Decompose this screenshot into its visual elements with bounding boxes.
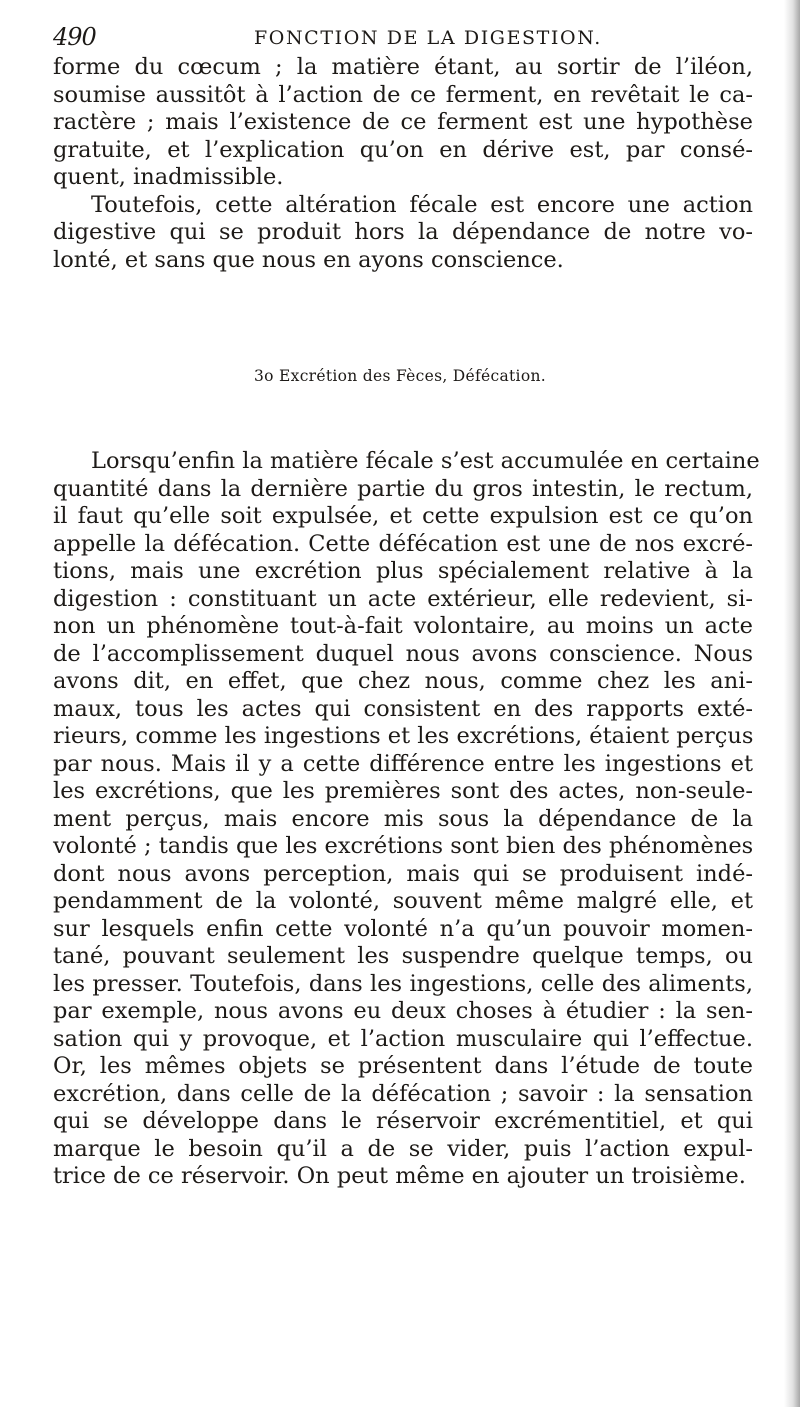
text-line: il faut qu’elle soit expulsée, et cette expulsion est ce qu’on (53, 503, 753, 529)
text-block-upper (53, 54, 753, 274)
text-line: digestion : constituant un acte extérieur, elle redevient, si- (53, 585, 753, 612)
text-line: lonté, et sans que nous en ayons conscience. (53, 246, 564, 273)
text-line: avons dit, en effet, que chez nous, comme chez les ani- (53, 668, 753, 694)
text-line: Lorsqu’enfin la matière fécale s’est accumulée en certaine (91, 448, 760, 474)
text-line: les presser. Toutefois, dans les ingestions, celle des aliments, (53, 970, 753, 997)
paragraph-3 (53, 448, 760, 1191)
text-line: soumise aussitôt à l’action de ce ferment, en revêtait le ca- (53, 81, 753, 108)
text-line: qui se développe dans le réservoir excrémentitiel, et qui (53, 1108, 753, 1134)
text-line: excrétion, dans celle de la défécation ; savoir : la sensation (53, 1080, 753, 1107)
running-head (53, 22, 753, 52)
text-line: par nous. Mais il y a cette différence entre les ingestions et (53, 750, 753, 777)
text-line: forme du cœcum ; la matière étant, au sortir de l’iléon, (53, 54, 753, 80)
running-title: FONCTION DE LA DIGESTION. (254, 27, 602, 49)
text-line: quantité dans la dernière partie du gros intestin, le rectum, (53, 475, 753, 502)
text-line: tions, mais une excrétion plus spécialement relative à la (53, 558, 753, 584)
text-line: sur lesquels enfin cette volonté n’a qu’un pouvoir momen- (53, 915, 753, 942)
text-line: gratuite, et l’explication qu’on en dérive est, par consé- (53, 136, 753, 163)
text-line: trice de ce réservoir. On peut même en ajouter un troisième. (53, 1163, 746, 1189)
text-line: ment perçus, mais encore mis sous la dépendance de la (53, 805, 753, 832)
text-line: sation qui y provoque, et l’action musculaire qui l’effectue. (53, 1025, 753, 1052)
paragraph-2 (53, 192, 753, 275)
text-line: marque le besoin qu’il a de se vider, puis l’action expul- (53, 1135, 753, 1162)
text-line: Or, les mêmes objets se présentent dans l’étude de toute (53, 1053, 753, 1079)
text-line: ractère ; mais l’existence de ce ferment est une hypothèse (53, 109, 753, 135)
page-number: 490 (53, 23, 96, 51)
text-line: maux, tous les actes qui consistent en des rapports exté- (53, 695, 753, 722)
text-line: non un phénomène tout-à-fait volontaire, au moins un acte (53, 613, 753, 639)
text-line: rieurs, comme les ingestions et les excrétions, étaient perçus (53, 723, 754, 749)
text-block-lower (53, 448, 760, 1191)
text-line: tané, pouvant seulement les suspendre quelque temps, ou (53, 943, 753, 969)
page-edge-shadow (784, 0, 800, 1407)
text-line: de l’accomplissement duquel nous avons conscience. Nous (53, 640, 753, 667)
text-line: pendamment de la volonté, souvent même malgré elle, et (53, 888, 753, 914)
text-line: digestive qui se produit hors la dépendance de notre vo- (53, 219, 753, 245)
text-line: Toutefois, cette altération fécale est encore une action (91, 191, 753, 218)
text-line: dont nous avons perception, mais qui se produisent indé- (53, 860, 753, 887)
text-line: volonté ; tandis que les excrétions sont bien des phénomènes (53, 833, 754, 859)
section-heading: 3o Excrétion des Fèces, Défécation. (254, 367, 546, 385)
text-line: appelle la défécation. Cette défécation est une de nos excré- (53, 530, 753, 557)
paragraph-1 (53, 54, 753, 192)
text-line: par exemple, nous avons eu deux choses à étudier : la sen- (53, 998, 753, 1024)
text-line: quent, inadmissible. (53, 164, 284, 190)
text-line: les excrétions, que les premières sont des actes, non-seule- (53, 778, 753, 804)
